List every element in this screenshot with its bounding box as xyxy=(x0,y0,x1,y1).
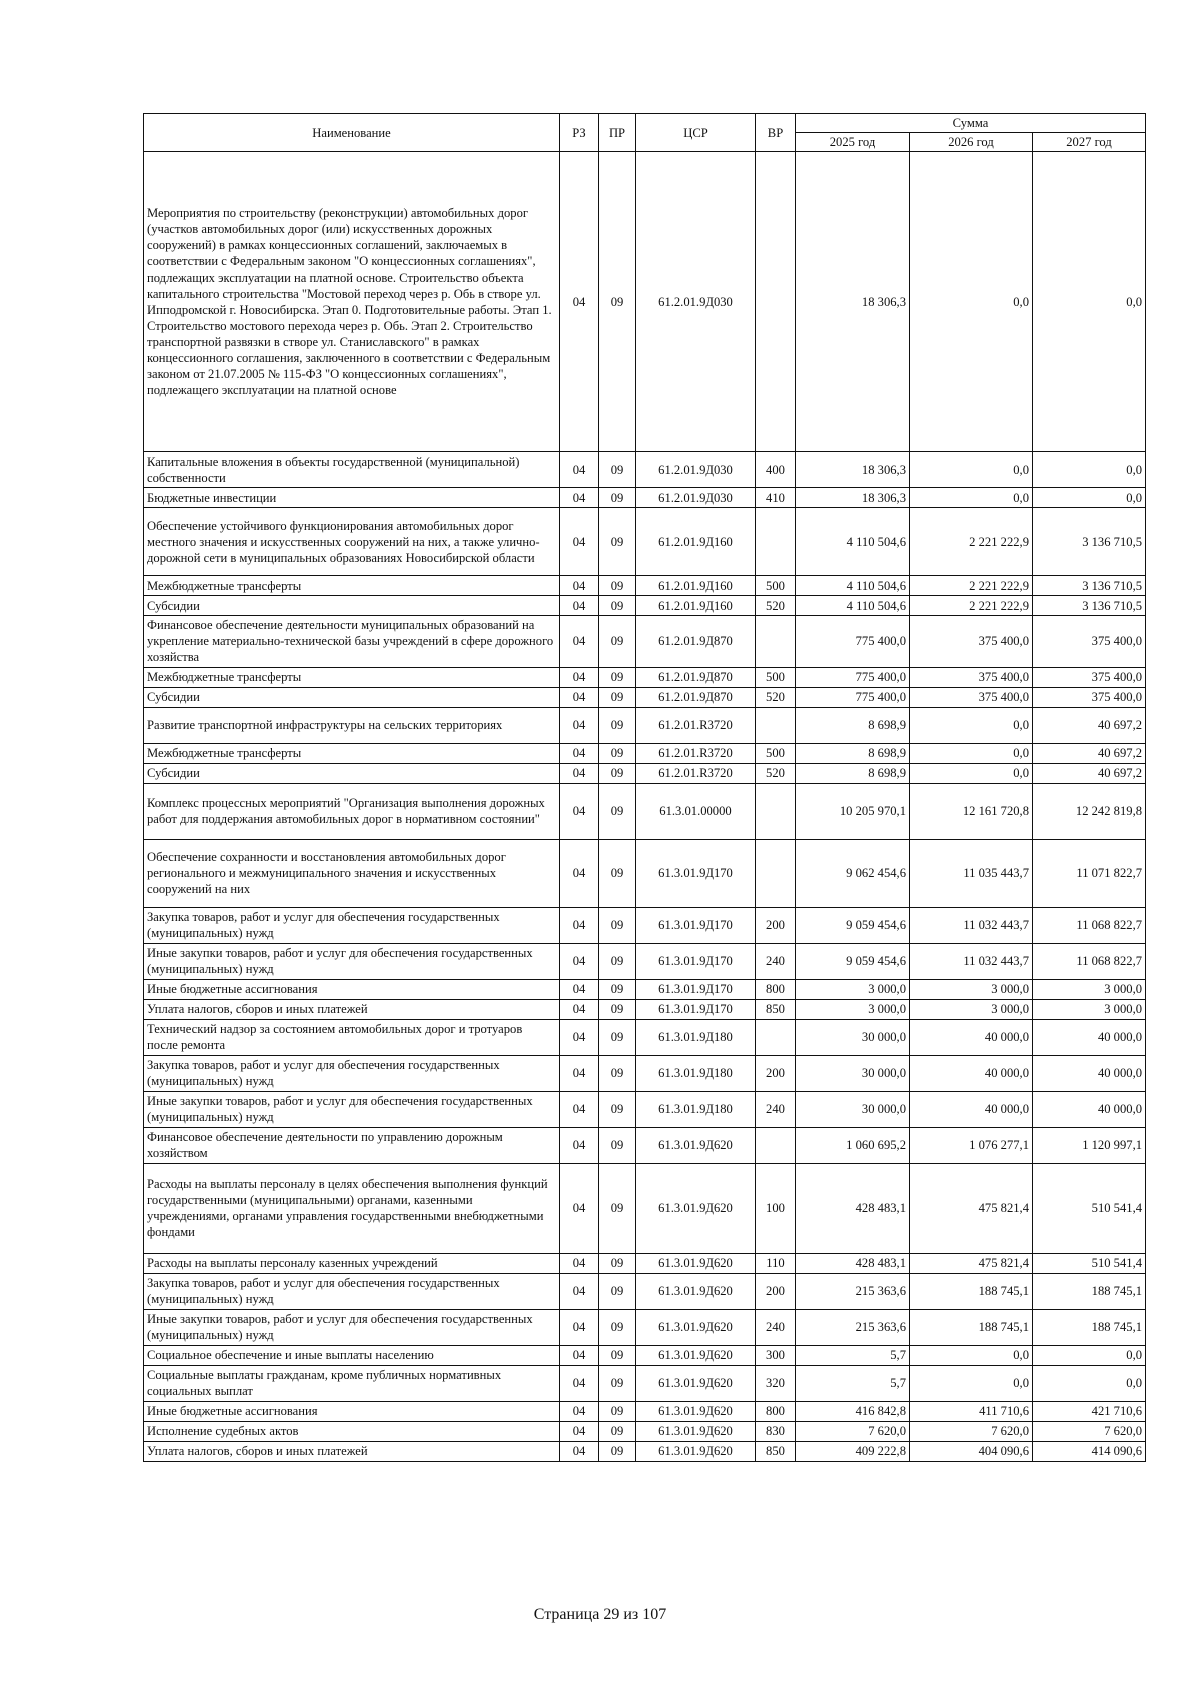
row-name: Иные бюджетные ассигнования xyxy=(144,1401,560,1421)
row-pr: 09 xyxy=(599,1345,636,1365)
row-csr: 61.2.01.9Д160 xyxy=(636,508,756,576)
row-name: Расходы на выплаты персоналу в целях обеспечения выполнения функций государственными (муниципальными) органами, казенными учреждениями, органами управления государственными внебюджетными фондами xyxy=(144,1163,560,1253)
row-amount-2026: 0,0 xyxy=(910,707,1033,743)
row-csr: 61.3.01.9Д620 xyxy=(636,1401,756,1421)
row-amount-2026: 188 745,1 xyxy=(910,1309,1033,1345)
row-rz: 04 xyxy=(560,452,599,488)
row-csr: 61.3.01.9Д180 xyxy=(636,1055,756,1091)
row-rz: 04 xyxy=(560,488,599,508)
row-pr: 09 xyxy=(599,743,636,763)
row-vr: 400 xyxy=(756,452,796,488)
row-name: Финансовое обеспечение деятельности муниципальных образований на укрепление материально-технической базы учреждений в сфере дорожного хозяйства xyxy=(144,616,560,667)
row-amount-2026: 411 710,6 xyxy=(910,1401,1033,1421)
row-amount-2025: 409 222,8 xyxy=(796,1441,910,1461)
row-rz: 04 xyxy=(560,576,599,596)
row-amount-2027: 7 620,0 xyxy=(1033,1421,1146,1441)
header-year-2027: 2027 год xyxy=(1033,133,1146,152)
table-row xyxy=(144,1365,1146,1401)
row-amount-2026: 0,0 xyxy=(910,488,1033,508)
row-vr: 830 xyxy=(756,1421,796,1441)
row-vr: 300 xyxy=(756,1345,796,1365)
row-csr: 61.2.01.9Д030 xyxy=(636,488,756,508)
row-amount-2025: 775 400,0 xyxy=(796,687,910,707)
row-vr: 100 xyxy=(756,1163,796,1253)
header-csr: ЦСР xyxy=(636,114,756,152)
row-csr: 61.2.01.9Д870 xyxy=(636,667,756,687)
row-amount-2026: 3 000,0 xyxy=(910,999,1033,1019)
row-vr: 520 xyxy=(756,687,796,707)
row-pr: 09 xyxy=(599,1091,636,1127)
row-rz: 04 xyxy=(560,1401,599,1421)
row-name: Бюджетные инвестиции xyxy=(144,488,560,508)
table-row xyxy=(144,616,1146,667)
row-amount-2025: 8 698,9 xyxy=(796,707,910,743)
row-vr: 500 xyxy=(756,576,796,596)
row-rz: 04 xyxy=(560,1253,599,1273)
row-amount-2027: 40 697,2 xyxy=(1033,707,1146,743)
row-amount-2026: 375 400,0 xyxy=(910,687,1033,707)
row-pr: 09 xyxy=(599,687,636,707)
row-vr xyxy=(756,1019,796,1055)
row-vr xyxy=(756,508,796,576)
row-csr: 61.3.01.9Д620 xyxy=(636,1253,756,1273)
table-row xyxy=(144,1127,1146,1163)
row-amount-2025: 4 110 504,6 xyxy=(796,576,910,596)
table-row xyxy=(144,999,1146,1019)
row-csr: 61.2.01.9Д030 xyxy=(636,452,756,488)
table-row xyxy=(144,1091,1146,1127)
row-amount-2027: 1 120 997,1 xyxy=(1033,1127,1146,1163)
row-vr: 500 xyxy=(756,743,796,763)
row-vr: 240 xyxy=(756,1091,796,1127)
row-csr: 61.3.01.9Д170 xyxy=(636,943,756,979)
row-vr: 200 xyxy=(756,1273,796,1309)
row-amount-2026: 40 000,0 xyxy=(910,1019,1033,1055)
row-amount-2026: 0,0 xyxy=(910,452,1033,488)
row-amount-2026: 0,0 xyxy=(910,743,1033,763)
table-row xyxy=(144,743,1146,763)
table-body xyxy=(144,152,1146,1461)
row-amount-2027: 375 400,0 xyxy=(1033,667,1146,687)
row-csr: 61.2.01.9Д030 xyxy=(636,152,756,452)
row-csr: 61.3.01.9Д170 xyxy=(636,999,756,1019)
row-amount-2025: 5,7 xyxy=(796,1365,910,1401)
row-name: Исполнение судебных актов xyxy=(144,1421,560,1441)
row-name: Социальные выплаты гражданам, кроме публичных нормативных социальных выплат xyxy=(144,1365,560,1401)
row-pr: 09 xyxy=(599,999,636,1019)
table-row xyxy=(144,508,1146,576)
table-row xyxy=(144,783,1146,839)
row-pr: 09 xyxy=(599,1055,636,1091)
row-amount-2026: 40 000,0 xyxy=(910,1091,1033,1127)
row-csr: 61.2.01.R3720 xyxy=(636,707,756,743)
row-amount-2025: 416 842,8 xyxy=(796,1401,910,1421)
row-amount-2025: 428 483,1 xyxy=(796,1163,910,1253)
table-row xyxy=(144,596,1146,616)
row-pr: 09 xyxy=(599,1019,636,1055)
table-row xyxy=(144,979,1146,999)
row-amount-2027: 375 400,0 xyxy=(1033,687,1146,707)
row-name: Уплата налогов, сборов и иных платежей xyxy=(144,999,560,1019)
row-csr: 61.3.01.9Д620 xyxy=(636,1365,756,1401)
row-csr: 61.3.01.9Д620 xyxy=(636,1127,756,1163)
row-amount-2026: 0,0 xyxy=(910,763,1033,783)
table-row xyxy=(144,152,1146,452)
row-amount-2025: 8 698,9 xyxy=(796,743,910,763)
row-vr: 240 xyxy=(756,943,796,979)
row-amount-2025: 428 483,1 xyxy=(796,1253,910,1273)
row-name: Иные закупки товаров, работ и услуг для обеспечения государственных (муниципальных) нужд xyxy=(144,1309,560,1345)
row-pr: 09 xyxy=(599,763,636,783)
row-pr: 09 xyxy=(599,452,636,488)
table-row xyxy=(144,667,1146,687)
row-vr: 200 xyxy=(756,907,796,943)
row-amount-2025: 18 306,3 xyxy=(796,452,910,488)
row-amount-2027: 188 745,1 xyxy=(1033,1309,1146,1345)
row-rz: 04 xyxy=(560,839,599,907)
row-name: Межбюджетные трансферты xyxy=(144,576,560,596)
row-pr: 09 xyxy=(599,1253,636,1273)
row-amount-2027: 40 000,0 xyxy=(1033,1055,1146,1091)
row-name: Расходы на выплаты персоналу казенных учреждений xyxy=(144,1253,560,1273)
row-amount-2026: 12 161 720,8 xyxy=(910,783,1033,839)
row-amount-2026: 0,0 xyxy=(910,152,1033,452)
row-vr: 240 xyxy=(756,1309,796,1345)
row-amount-2026: 3 000,0 xyxy=(910,979,1033,999)
row-vr: 850 xyxy=(756,999,796,1019)
row-name: Технический надзор за состоянием автомобильных дорог и тротуаров после ремонта xyxy=(144,1019,560,1055)
row-vr xyxy=(756,839,796,907)
row-amount-2027: 12 242 819,8 xyxy=(1033,783,1146,839)
row-name: Закупка товаров, работ и услуг для обеспечения государственных (муниципальных) нужд xyxy=(144,1273,560,1309)
row-amount-2026: 0,0 xyxy=(910,1365,1033,1401)
row-rz: 04 xyxy=(560,907,599,943)
row-amount-2027: 375 400,0 xyxy=(1033,616,1146,667)
row-rz: 04 xyxy=(560,979,599,999)
row-amount-2026: 11 032 443,7 xyxy=(910,907,1033,943)
row-name: Иные закупки товаров, работ и услуг для обеспечения государственных (муниципальных) нужд xyxy=(144,943,560,979)
table-row xyxy=(144,1163,1146,1253)
row-csr: 61.3.01.9Д620 xyxy=(636,1441,756,1461)
row-amount-2027: 3 136 710,5 xyxy=(1033,596,1146,616)
header-name: Наименование xyxy=(144,114,560,152)
row-csr: 61.2.01.9Д160 xyxy=(636,576,756,596)
row-csr: 61.3.01.9Д170 xyxy=(636,839,756,907)
row-amount-2025: 3 000,0 xyxy=(796,999,910,1019)
row-amount-2026: 2 221 222,9 xyxy=(910,576,1033,596)
row-name: Субсидии xyxy=(144,596,560,616)
row-amount-2025: 9 059 454,6 xyxy=(796,943,910,979)
row-csr: 61.2.01.9Д160 xyxy=(636,596,756,616)
row-amount-2025: 5,7 xyxy=(796,1345,910,1365)
row-vr: 500 xyxy=(756,667,796,687)
row-pr: 09 xyxy=(599,1421,636,1441)
row-pr: 09 xyxy=(599,1365,636,1401)
row-pr: 09 xyxy=(599,1163,636,1253)
row-amount-2025: 18 306,3 xyxy=(796,488,910,508)
row-pr: 09 xyxy=(599,576,636,596)
row-amount-2025: 30 000,0 xyxy=(796,1055,910,1091)
row-name: Капитальные вложения в объекты государственной (муниципальной) собственности xyxy=(144,452,560,488)
row-name: Субсидии xyxy=(144,687,560,707)
row-csr: 61.3.01.9Д620 xyxy=(636,1309,756,1345)
header-sum: Сумма xyxy=(796,114,1146,133)
row-pr: 09 xyxy=(599,783,636,839)
row-name: Финансовое обеспечение деятельности по управлению дорожным хозяйством xyxy=(144,1127,560,1163)
row-amount-2027: 40 000,0 xyxy=(1033,1019,1146,1055)
row-pr: 09 xyxy=(599,907,636,943)
row-amount-2025: 10 205 970,1 xyxy=(796,783,910,839)
row-amount-2027: 11 071 822,7 xyxy=(1033,839,1146,907)
row-rz: 04 xyxy=(560,508,599,576)
row-csr: 61.2.01.R3720 xyxy=(636,763,756,783)
table-row xyxy=(144,1345,1146,1365)
table-row xyxy=(144,839,1146,907)
row-amount-2026: 40 000,0 xyxy=(910,1055,1033,1091)
row-vr xyxy=(756,616,796,667)
row-amount-2025: 1 060 695,2 xyxy=(796,1127,910,1163)
row-rz: 04 xyxy=(560,707,599,743)
row-name: Субсидии xyxy=(144,763,560,783)
budget-table xyxy=(143,113,1146,1462)
row-pr: 09 xyxy=(599,488,636,508)
row-amount-2027: 0,0 xyxy=(1033,1345,1146,1365)
table-row xyxy=(144,576,1146,596)
row-rz: 04 xyxy=(560,1127,599,1163)
row-amount-2027: 0,0 xyxy=(1033,152,1146,452)
row-amount-2025: 7 620,0 xyxy=(796,1421,910,1441)
table-row xyxy=(144,1273,1146,1309)
row-name: Обеспечение устойчивого функционирования автомобильных дорог местного значения и искусственных сооружений на них, а также улично-дорожной сети в муниципальных образованиях Новосибирской области xyxy=(144,508,560,576)
row-amount-2025: 30 000,0 xyxy=(796,1091,910,1127)
row-name: Мероприятия по строительству (реконструкции) автомобильных дорог (участков автомобильных дорог (или) искусственных дорожных сооружений) в рамках концессионных соглашений, заключаемых в соответствии с Федеральным законом "О концессионных соглашениях", подлежащих эксплуатации на платной основе. Строительство объекта капитального строительства "Мостовой переход через р. Обь в створе ул. Ипподромской г. Новосибирска. Этап 0. Подготовительные работы. Этап 1. Строительство мостового перехода через р. Обь. Этап 2. Строительство транспортной развязки в створе ул. Станиславского" в рамках концессионного соглашения, заключенного в соответствии с Федеральным законом от 21.07.2005 № 115-ФЗ "О концессионных соглашениях", подлежащего эксплуатации на платной основе xyxy=(144,152,560,452)
header-rz: РЗ xyxy=(560,114,599,152)
row-rz: 04 xyxy=(560,943,599,979)
row-amount-2025: 4 110 504,6 xyxy=(796,596,910,616)
row-amount-2027: 40 697,2 xyxy=(1033,743,1146,763)
row-rz: 04 xyxy=(560,1019,599,1055)
row-pr: 09 xyxy=(599,1401,636,1421)
row-csr: 61.3.01.9Д620 xyxy=(636,1421,756,1441)
row-rz: 04 xyxy=(560,1055,599,1091)
row-amount-2025: 3 000,0 xyxy=(796,979,910,999)
row-vr xyxy=(756,1127,796,1163)
row-amount-2027: 0,0 xyxy=(1033,488,1146,508)
row-pr: 09 xyxy=(599,1309,636,1345)
row-amount-2027: 40 000,0 xyxy=(1033,1091,1146,1127)
row-vr xyxy=(756,783,796,839)
row-name: Развитие транспортной инфраструктуры на сельских территориях xyxy=(144,707,560,743)
header-vr: ВР xyxy=(756,114,796,152)
row-amount-2027: 3 136 710,5 xyxy=(1033,508,1146,576)
header-pr: ПР xyxy=(599,114,636,152)
row-amount-2025: 215 363,6 xyxy=(796,1273,910,1309)
row-amount-2026: 404 090,6 xyxy=(910,1441,1033,1461)
row-rz: 04 xyxy=(560,667,599,687)
row-amount-2027: 188 745,1 xyxy=(1033,1273,1146,1309)
row-vr: 110 xyxy=(756,1253,796,1273)
row-vr: 200 xyxy=(756,1055,796,1091)
row-csr: 61.3.01.9Д180 xyxy=(636,1091,756,1127)
table-row xyxy=(144,763,1146,783)
row-amount-2027: 414 090,6 xyxy=(1033,1441,1146,1461)
row-vr: 320 xyxy=(756,1365,796,1401)
row-csr: 61.2.01.R3720 xyxy=(636,743,756,763)
table-row xyxy=(144,1055,1146,1091)
row-amount-2026: 375 400,0 xyxy=(910,616,1033,667)
row-amount-2027: 11 068 822,7 xyxy=(1033,907,1146,943)
row-amount-2025: 215 363,6 xyxy=(796,1309,910,1345)
row-amount-2026: 188 745,1 xyxy=(910,1273,1033,1309)
row-pr: 09 xyxy=(599,616,636,667)
row-vr: 800 xyxy=(756,1401,796,1421)
page-number: Страница 29 из 107 xyxy=(533,1606,667,1623)
row-amount-2026: 2 221 222,9 xyxy=(910,596,1033,616)
row-vr: 410 xyxy=(756,488,796,508)
row-name: Межбюджетные трансферты xyxy=(144,667,560,687)
row-name: Иные закупки товаров, работ и услуг для обеспечения государственных (муниципальных) нужд xyxy=(144,1091,560,1127)
table-header xyxy=(144,114,1146,152)
row-amount-2026: 2 221 222,9 xyxy=(910,508,1033,576)
row-rz: 04 xyxy=(560,1309,599,1345)
table-row xyxy=(144,687,1146,707)
row-amount-2025: 775 400,0 xyxy=(796,616,910,667)
row-vr xyxy=(756,707,796,743)
row-name: Закупка товаров, работ и услуг для обеспечения государственных (муниципальных) нужд xyxy=(144,1055,560,1091)
row-csr: 61.3.01.9Д170 xyxy=(636,979,756,999)
row-pr: 09 xyxy=(599,707,636,743)
row-amount-2027: 0,0 xyxy=(1033,452,1146,488)
row-amount-2026: 375 400,0 xyxy=(910,667,1033,687)
row-pr: 09 xyxy=(599,596,636,616)
row-name: Закупка товаров, работ и услуг для обеспечения государственных (муниципальных) нужд xyxy=(144,907,560,943)
row-csr: 61.3.01.9Д620 xyxy=(636,1345,756,1365)
row-amount-2025: 18 306,3 xyxy=(796,152,910,452)
row-amount-2025: 4 110 504,6 xyxy=(796,508,910,576)
row-pr: 09 xyxy=(599,1441,636,1461)
row-csr: 61.3.01.9Д180 xyxy=(636,1019,756,1055)
table-row xyxy=(144,1441,1146,1461)
row-rz: 04 xyxy=(560,1441,599,1461)
row-amount-2027: 11 068 822,7 xyxy=(1033,943,1146,979)
row-rz: 04 xyxy=(560,763,599,783)
row-csr: 61.2.01.9Д870 xyxy=(636,616,756,667)
row-pr: 09 xyxy=(599,1127,636,1163)
row-amount-2027: 0,0 xyxy=(1033,1365,1146,1401)
row-vr: 520 xyxy=(756,763,796,783)
table-row xyxy=(144,707,1146,743)
row-csr: 61.2.01.9Д870 xyxy=(636,687,756,707)
row-pr: 09 xyxy=(599,1273,636,1309)
table-row xyxy=(144,1019,1146,1055)
row-name: Иные бюджетные ассигнования xyxy=(144,979,560,999)
table-row xyxy=(144,943,1146,979)
row-amount-2027: 3 000,0 xyxy=(1033,979,1146,999)
header-year-2026: 2026 год xyxy=(910,133,1033,152)
row-amount-2026: 1 076 277,1 xyxy=(910,1127,1033,1163)
row-rz: 04 xyxy=(560,152,599,452)
row-amount-2026: 475 821,4 xyxy=(910,1253,1033,1273)
row-rz: 04 xyxy=(560,1273,599,1309)
row-amount-2027: 510 541,4 xyxy=(1033,1253,1146,1273)
table-row xyxy=(144,488,1146,508)
row-rz: 04 xyxy=(560,1091,599,1127)
row-amount-2027: 510 541,4 xyxy=(1033,1163,1146,1253)
row-pr: 09 xyxy=(599,152,636,452)
row-rz: 04 xyxy=(560,743,599,763)
table-row xyxy=(144,452,1146,488)
table-row xyxy=(144,1421,1146,1441)
row-amount-2026: 11 035 443,7 xyxy=(910,839,1033,907)
row-name: Комплекс процессных мероприятий "Организация выполнения дорожных работ для поддержания автомобильных дорог в нормативном состоянии" xyxy=(144,783,560,839)
row-vr: 800 xyxy=(756,979,796,999)
row-amount-2025: 30 000,0 xyxy=(796,1019,910,1055)
row-amount-2025: 9 062 454,6 xyxy=(796,839,910,907)
row-rz: 04 xyxy=(560,783,599,839)
row-rz: 04 xyxy=(560,1345,599,1365)
row-csr: 61.3.01.00000 xyxy=(636,783,756,839)
row-rz: 04 xyxy=(560,596,599,616)
row-amount-2027: 421 710,6 xyxy=(1033,1401,1146,1421)
row-amount-2026: 0,0 xyxy=(910,1345,1033,1365)
row-csr: 61.3.01.9Д170 xyxy=(636,907,756,943)
table-row xyxy=(144,1401,1146,1421)
row-amount-2025: 8 698,9 xyxy=(796,763,910,783)
row-amount-2027: 3 000,0 xyxy=(1033,999,1146,1019)
row-rz: 04 xyxy=(560,999,599,1019)
row-name: Социальное обеспечение и иные выплаты населению xyxy=(144,1345,560,1365)
row-csr: 61.3.01.9Д620 xyxy=(636,1163,756,1253)
row-amount-2027: 40 697,2 xyxy=(1033,763,1146,783)
row-name: Межбюджетные трансферты xyxy=(144,743,560,763)
row-rz: 04 xyxy=(560,1365,599,1401)
row-vr: 520 xyxy=(756,596,796,616)
row-amount-2025: 775 400,0 xyxy=(796,667,910,687)
row-vr: 850 xyxy=(756,1441,796,1461)
row-name: Уплата налогов, сборов и иных платежей xyxy=(144,1441,560,1461)
row-pr: 09 xyxy=(599,667,636,687)
row-amount-2027: 3 136 710,5 xyxy=(1033,576,1146,596)
row-amount-2026: 11 032 443,7 xyxy=(910,943,1033,979)
row-vr xyxy=(756,152,796,452)
table-row xyxy=(144,1309,1146,1345)
row-amount-2026: 475 821,4 xyxy=(910,1163,1033,1253)
row-rz: 04 xyxy=(560,1163,599,1253)
table-row xyxy=(144,1253,1146,1273)
header-year-2025: 2025 год xyxy=(796,133,910,152)
table-row xyxy=(144,907,1146,943)
row-pr: 09 xyxy=(599,979,636,999)
row-amount-2025: 9 059 454,6 xyxy=(796,907,910,943)
row-name: Обеспечение сохранности и восстановления автомобильных дорог регионального и межмуниципального значения и искусственных сооружений на них xyxy=(144,839,560,907)
row-rz: 04 xyxy=(560,616,599,667)
row-pr: 09 xyxy=(599,839,636,907)
row-amount-2026: 7 620,0 xyxy=(910,1421,1033,1441)
row-pr: 09 xyxy=(599,508,636,576)
row-rz: 04 xyxy=(560,1421,599,1441)
row-rz: 04 xyxy=(560,687,599,707)
row-csr: 61.3.01.9Д620 xyxy=(636,1273,756,1309)
row-pr: 09 xyxy=(599,943,636,979)
